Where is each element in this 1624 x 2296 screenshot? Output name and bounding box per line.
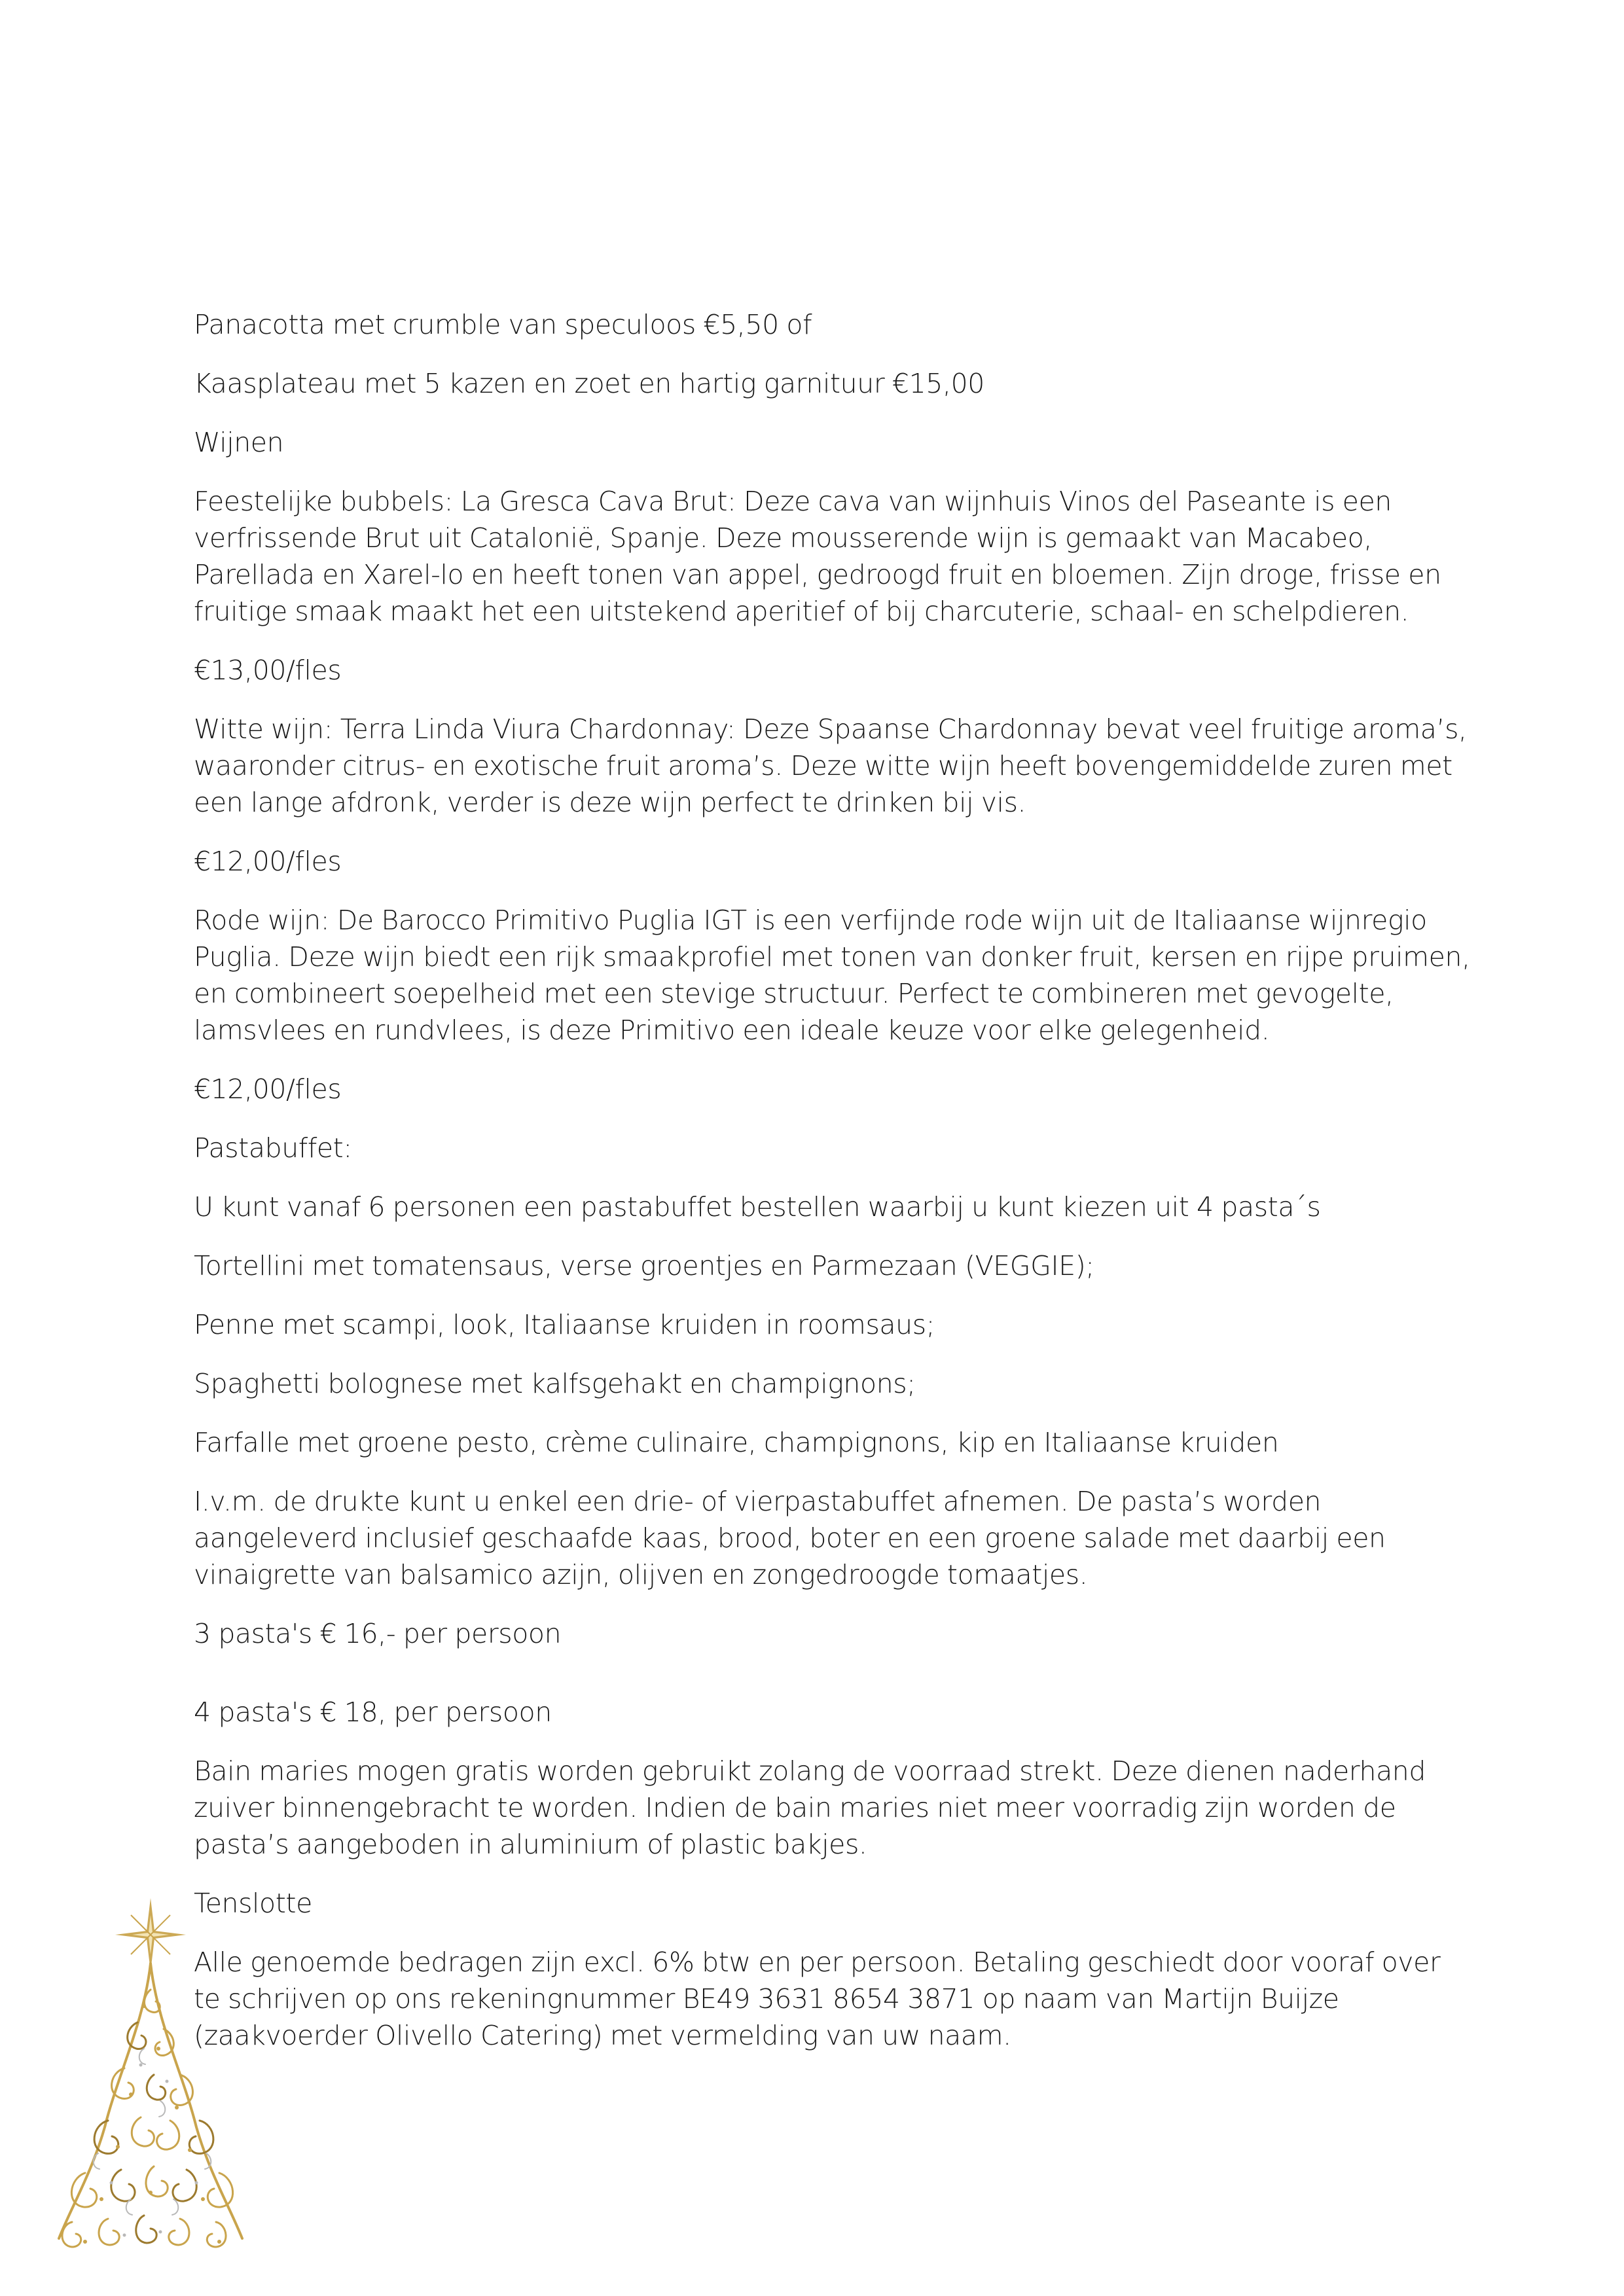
star-icon bbox=[115, 1898, 186, 1971]
section-heading-wines: Wijnen bbox=[194, 427, 284, 458]
wine-bubbles-price: €13,00/fles bbox=[194, 655, 342, 686]
document-body bbox=[194, 306, 1470, 2076]
wine-red-price: €12,00/fles bbox=[194, 1073, 342, 1105]
price-four-pastas: 4 pasta's € 18, per persoon bbox=[194, 1696, 552, 1728]
dessert-panacotta: Panacotta met crumble van speculoos €5,50 of bbox=[194, 309, 812, 340]
price-three-pastas: 3 pasta's € 16,- per persoon bbox=[194, 1618, 562, 1649]
wine-red-description: Rode wijn: De Barocco Primitivo Puglia IGT is een verfijnde rode wijn uit de Italiaanse wijnregio Puglia. Deze wijn biedt een rijk smaakprofiel met tonen van donker fruit, kersen en rijpe pruimen, en combineert soepelheid met een stevige structuur. Perfect te combineren met gevogelte, lamsvlees en rundvlees, is deze Primitivo een ideale keuze voor elke gelegenheid. bbox=[194, 905, 1470, 1046]
bain-maries-note: Bain maries mogen gratis worden gebruikt zolang de voorraad strekt. Deze dienen naderhand zuiver binnengebracht te worden. Indien de bain maries niet meer voorradig zijn worden de pasta’s aangeboden in aluminium of plastic bakjes. bbox=[194, 1755, 1426, 1860]
payment-terms: Alle genoemde bedragen zijn excl. 6% btw en per persoon. Betaling geschiedt door vooraf over te schrijven op ons rekeningnummer BE49 3631 8654 3871 op naam van Martijn Buijze (zaakvoerder Olivello Catering) met vermelding van uw naam. bbox=[194, 1946, 1441, 2051]
wine-bubbles-description: Feestelijke bubbels: La Gresca Cava Brut: Deze cava van wijnhuis Vinos del Paseante is een verfrissende Brut uit Catalonië, Spanje. Deze mousserende wijn is gemaakt van Macabeo, Parellada en Xarel-lo en heeft tonen van appel, gedroogd fruit en bloemen. Zijn droge, frisse en fruitige smaak maakt het een uitstekend aperitief of bij charcuterie, schaal- en schelpdieren. bbox=[194, 486, 1441, 627]
pasta-tortellini: Tortellini met tomatensaus, verse groentjes en Parmezaan (VEGGIE); bbox=[194, 1250, 1094, 1282]
wine-white-description: Witte wijn: Terra Linda Viura Chardonnay: Deze Spaanse Chardonnay bevat veel fruitige aroma’s, waaronder citrus- en exotische fruit aroma’s. Deze witte wijn heeft bovengemiddelde zuren met een lange afdronk, verder is deze wijn perfect te drinken bij vis. bbox=[194, 713, 1467, 818]
pasta-farfalle: Farfalle met groene pesto, crème culinaire, champignons, kip en Italiaanse kruiden bbox=[194, 1427, 1279, 1458]
wine-white-price: €12,00/fles bbox=[194, 846, 342, 877]
section-heading-pastabuffet: Pastabuffet: bbox=[194, 1132, 352, 1164]
christmas-tree-icon bbox=[46, 1892, 255, 2258]
dessert-cheese-platter: Kaasplateau met 5 kazen en zoet en hartig garnituur €15,00 bbox=[194, 368, 984, 399]
pastabuffet-details: I.v.m. de drukte kunt u enkel een drie- of vierpastabuffet afnemen. De pasta’s worden aangeleverd inclusief geschaafde kaas, brood, boter en een groene salade met daarbij een vinaigrette van balsamico azijn, olijven en zongedroogde tomaatjes. bbox=[194, 1486, 1386, 1590]
section-heading-tenslotte: Tenslotte bbox=[194, 1888, 312, 1919]
pastabuffet-intro: U kunt vanaf 6 personen een pastabuffet bestellen waarbij u kunt kiezen uit 4 pasta´s bbox=[194, 1191, 1321, 1223]
pasta-spaghetti: Spaghetti bolognese met kalfsgehakt en champignons; bbox=[194, 1368, 916, 1399]
pasta-penne: Penne met scampi, look, Italiaanse kruiden in roomsaus; bbox=[194, 1309, 935, 1340]
